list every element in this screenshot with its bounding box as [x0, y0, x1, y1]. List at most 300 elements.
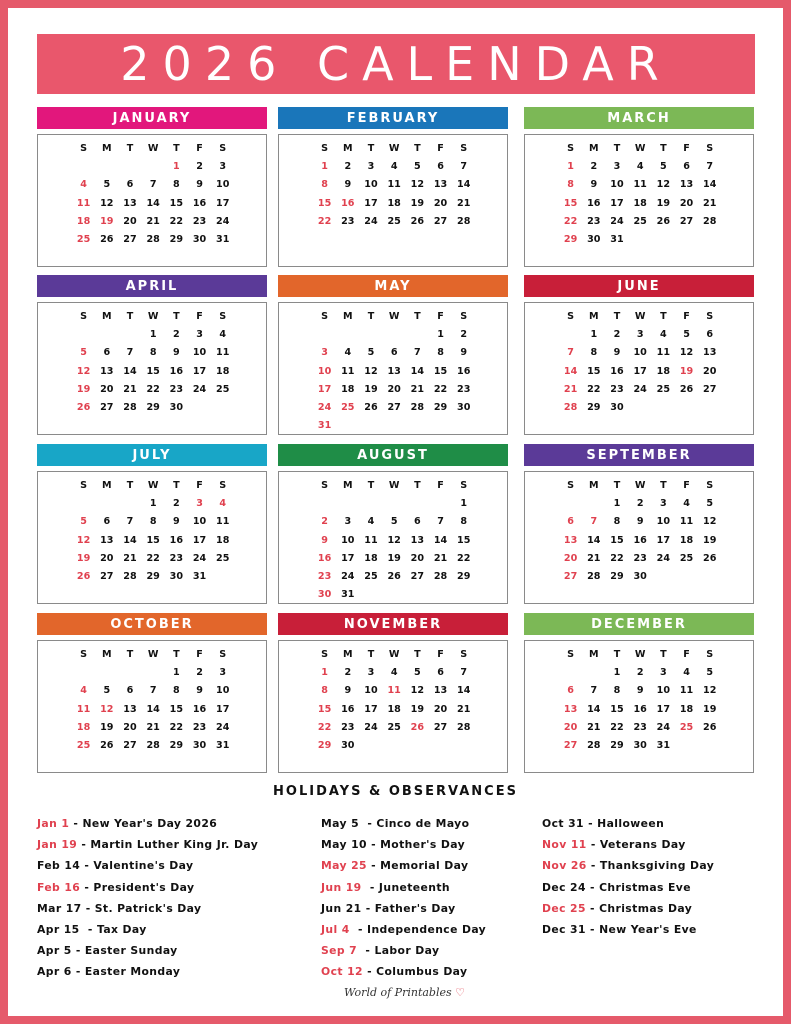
- holiday-name: - Halloween: [583, 817, 665, 830]
- day-cell: 8: [173, 179, 180, 191]
- weekday-label: S: [321, 143, 329, 154]
- weekday-label: W: [634, 311, 646, 322]
- month-grid: [313, 140, 507, 231]
- day-cell: 25: [679, 721, 694, 733]
- weekday-label: W: [147, 143, 159, 154]
- month-september: [524, 444, 754, 604]
- day-cell: 18: [341, 383, 355, 395]
- holiday-name: - Mother's Day: [366, 838, 466, 852]
- month-header: AUGUST: [278, 444, 508, 466]
- day-cell: 14: [123, 534, 137, 546]
- day-cell: 6: [706, 329, 714, 341]
- day-cell: 3: [321, 347, 328, 359]
- empty-cell: [559, 495, 582, 513]
- day-cell: 20: [387, 383, 401, 395]
- weekday-label: T: [126, 143, 134, 154]
- weekday-label: S: [706, 143, 714, 154]
- weekday-label: T: [367, 649, 375, 660]
- empty-cell: [359, 326, 382, 344]
- weekday-label: T: [173, 480, 180, 491]
- day-cell: 2: [460, 329, 468, 341]
- day-cell: 10: [610, 179, 624, 191]
- day-cell: 22: [317, 215, 332, 227]
- day-cell: 17: [656, 703, 671, 715]
- month-grid: [559, 140, 753, 249]
- day-cell: 28: [146, 233, 160, 245]
- day-cell: 30: [192, 233, 207, 245]
- day-cell: 19: [410, 197, 425, 209]
- day-cell: 22: [317, 721, 332, 733]
- day-cell: 3: [636, 329, 644, 341]
- day-cell: 1: [321, 161, 328, 173]
- day-cell: 26: [100, 739, 114, 751]
- month-header: FEBRUARY: [278, 107, 508, 129]
- weekday-label: T: [126, 311, 134, 322]
- weekday-label: S: [460, 143, 468, 154]
- day-cell: 16: [457, 365, 471, 377]
- holiday-item: [37, 940, 258, 961]
- day-cell: 11: [341, 365, 355, 377]
- day-cell: 28: [123, 401, 137, 413]
- weekday-label: T: [660, 480, 667, 491]
- day-cell: 30: [587, 233, 601, 245]
- day-cell: 25: [633, 215, 647, 227]
- day-cell: 6: [567, 516, 574, 528]
- day-cell: 21: [703, 197, 717, 209]
- day-cell: 2: [613, 329, 621, 341]
- month-header: DECEMBER: [524, 613, 754, 635]
- weekday-label: F: [437, 649, 444, 660]
- weekday-label: M: [102, 480, 112, 491]
- day-cell: 9: [173, 347, 180, 359]
- month-july: [37, 444, 267, 604]
- day-cell: 20: [410, 552, 425, 564]
- holiday-name: - Labor Day: [357, 944, 440, 958]
- weekday-label: T: [613, 649, 621, 660]
- day-cell: 20: [679, 197, 694, 209]
- day-cell: 15: [457, 534, 471, 546]
- weekday-label: T: [613, 311, 621, 322]
- day-cell: 28: [587, 739, 601, 751]
- day-cell: 2: [173, 498, 180, 510]
- weekday-label: T: [173, 143, 180, 154]
- day-cell: 26: [656, 215, 671, 227]
- holiday-item: [542, 855, 714, 876]
- empty-cell: [429, 495, 452, 513]
- day-cell: 23: [457, 383, 471, 395]
- day-cell: 6: [437, 667, 444, 679]
- day-cell: 15: [169, 703, 184, 715]
- day-cell: 22: [610, 552, 624, 564]
- day-cell: 5: [367, 347, 375, 359]
- day-cell: 3: [219, 161, 227, 173]
- day-cell: 21: [410, 383, 425, 395]
- weekday-label: T: [126, 480, 134, 491]
- day-cell: 15: [169, 197, 184, 209]
- month-grid: [313, 308, 507, 435]
- day-cell: 14: [146, 703, 160, 715]
- day-cell: 29: [146, 570, 160, 582]
- day-cell: 8: [149, 347, 157, 359]
- day-cell: 1: [173, 667, 180, 679]
- holiday-item: [37, 961, 258, 982]
- day-cell: 5: [80, 516, 87, 528]
- holiday-name: - Martin Luther King Jr. Day: [77, 838, 259, 852]
- day-cell: 10: [633, 347, 647, 359]
- weekday-label: S: [706, 649, 714, 660]
- month-grid: [559, 308, 753, 417]
- day-cell: 12: [679, 347, 694, 359]
- day-cell: 10: [216, 179, 230, 191]
- day-cell: 19: [703, 534, 717, 546]
- day-cell: 7: [437, 516, 444, 528]
- holiday-name: - Columbus Day: [362, 965, 468, 979]
- month-header: SEPTEMBER: [524, 444, 754, 466]
- empty-cell: [559, 326, 582, 344]
- day-cell: 29: [317, 739, 332, 751]
- day-cell: 6: [390, 347, 398, 359]
- day-cell: 19: [100, 721, 114, 733]
- day-cell: 5: [706, 498, 714, 510]
- day-cell: 17: [192, 365, 207, 377]
- holidays-column-3: [542, 813, 714, 940]
- month-grid-box: [278, 471, 508, 604]
- day-cell: 18: [364, 552, 378, 564]
- holiday-date: Mar 17: [37, 901, 82, 915]
- day-cell: 14: [146, 197, 160, 209]
- day-cell: 30: [192, 739, 207, 751]
- holiday-name: - Father's Day: [361, 901, 456, 915]
- day-cell: 2: [196, 161, 203, 173]
- month-grid: [72, 308, 266, 417]
- weekday-label: F: [683, 311, 690, 322]
- empty-cell: [72, 495, 95, 513]
- day-cell: 26: [76, 570, 91, 582]
- day-cell: 30: [457, 401, 471, 413]
- day-cell: 11: [633, 179, 647, 191]
- day-cell: 6: [567, 685, 574, 697]
- empty-cell: [559, 664, 582, 682]
- month-december: [524, 613, 754, 773]
- holiday-name: - Juneteenth: [361, 880, 450, 894]
- empty-cell: [118, 664, 141, 682]
- day-cell: 3: [196, 329, 203, 341]
- day-cell: 10: [364, 179, 378, 191]
- day-cell: 1: [149, 329, 157, 341]
- weekday-label: T: [367, 143, 375, 154]
- weekday-label: T: [126, 649, 134, 660]
- day-cell: 4: [80, 179, 87, 191]
- day-cell: 10: [192, 347, 207, 359]
- month-header: MARCH: [524, 107, 754, 129]
- empty-cell: [95, 664, 118, 682]
- day-cell: 15: [146, 365, 160, 377]
- day-cell: 12: [703, 516, 717, 528]
- month-grid-box: [278, 134, 508, 267]
- day-cell: 20: [100, 552, 114, 564]
- day-cell: 22: [457, 552, 471, 564]
- day-cell: 10: [656, 516, 671, 528]
- day-cell: 23: [633, 552, 647, 564]
- day-cell: 18: [387, 197, 401, 209]
- day-cell: 5: [390, 516, 398, 528]
- day-cell: 14: [410, 365, 425, 377]
- weekday-label: M: [343, 311, 353, 322]
- holiday-item: [542, 813, 714, 834]
- weekday-label: W: [634, 649, 646, 660]
- day-cell: 3: [660, 498, 667, 510]
- day-cell: 26: [387, 570, 401, 582]
- day-cell: 8: [460, 516, 468, 528]
- holiday-name: - Veterans Day: [586, 838, 686, 852]
- page-title: 2026 CALENDAR: [37, 34, 755, 94]
- day-cell: 25: [341, 401, 355, 413]
- day-cell: 12: [656, 179, 671, 191]
- day-cell: 15: [563, 197, 578, 209]
- day-cell: 14: [457, 685, 471, 697]
- day-cell: 11: [216, 347, 230, 359]
- day-cell: 15: [433, 365, 448, 377]
- day-cell: 27: [123, 739, 137, 751]
- day-cell: 6: [683, 161, 690, 173]
- day-cell: 7: [460, 667, 468, 679]
- holiday-date: Feb 16: [37, 880, 81, 894]
- day-cell: 18: [216, 534, 230, 546]
- weekday-label: W: [388, 143, 400, 154]
- day-cell: 26: [410, 215, 425, 227]
- day-cell: 4: [683, 498, 690, 510]
- holiday-item: [542, 898, 714, 919]
- day-cell: 7: [590, 516, 598, 528]
- day-cell: 13: [433, 179, 448, 191]
- day-cell: 22: [587, 383, 601, 395]
- weekday-label: T: [173, 311, 180, 322]
- day-cell: 13: [100, 534, 114, 546]
- day-cell: 5: [414, 667, 421, 679]
- weekday-label: S: [80, 480, 88, 491]
- weekday-label: W: [147, 311, 159, 322]
- month-grid-box: [37, 302, 267, 435]
- weekday-label: W: [634, 480, 646, 491]
- day-cell: 21: [146, 215, 160, 227]
- holiday-name: - Memorial Day: [366, 859, 469, 873]
- day-cell: 24: [317, 401, 332, 413]
- day-cell: 19: [410, 703, 425, 715]
- holiday-item: [37, 813, 258, 834]
- month-grid: [72, 646, 266, 755]
- weekday-label: M: [589, 143, 599, 154]
- day-cell: 31: [216, 233, 230, 245]
- day-cell: 24: [216, 215, 230, 227]
- weekday-label: M: [102, 311, 112, 322]
- day-cell: 25: [216, 383, 230, 395]
- weekday-label: S: [80, 649, 88, 660]
- weekday-label: T: [660, 311, 667, 322]
- day-cell: 23: [169, 552, 184, 564]
- day-cell: 28: [703, 215, 717, 227]
- day-cell: 18: [76, 721, 91, 733]
- day-cell: 3: [367, 161, 375, 173]
- day-cell: 17: [192, 534, 207, 546]
- day-cell: 6: [437, 161, 444, 173]
- day-cell: 13: [123, 703, 137, 715]
- day-cell: 24: [341, 570, 355, 582]
- holiday-name: - St. Patrick's Day: [81, 901, 202, 915]
- weekday-label: S: [460, 311, 468, 322]
- weekday-label: T: [613, 480, 621, 491]
- holiday-name: - Tax Day: [79, 922, 147, 936]
- holiday-date: May 5: [321, 817, 360, 830]
- weekday-label: F: [683, 143, 690, 154]
- day-cell: 13: [100, 365, 114, 377]
- day-cell: 26: [703, 721, 717, 733]
- weekday-label: S: [706, 311, 714, 322]
- holiday-name: - President's Day: [80, 880, 195, 894]
- weekday-label: S: [219, 311, 227, 322]
- day-cell: 15: [610, 534, 624, 546]
- month-may: [278, 275, 508, 435]
- day-cell: 11: [76, 197, 91, 209]
- day-cell: 5: [706, 667, 714, 679]
- day-cell: 24: [364, 215, 378, 227]
- month-january: [37, 107, 267, 267]
- weekday-label: T: [414, 143, 421, 154]
- weekday-label: F: [196, 649, 203, 660]
- holiday-item: [321, 898, 486, 919]
- day-cell: 17: [364, 703, 378, 715]
- day-cell: 18: [216, 365, 230, 377]
- day-cell: 13: [410, 534, 425, 546]
- month-grid: [72, 477, 266, 586]
- day-cell: 20: [563, 721, 578, 733]
- day-cell: 17: [633, 365, 647, 377]
- empty-cell: [313, 495, 336, 513]
- empty-cell: [406, 326, 429, 344]
- month-march: [524, 107, 754, 267]
- day-cell: 10: [341, 534, 355, 546]
- month-august: [278, 444, 508, 604]
- day-cell: 29: [433, 401, 448, 413]
- month-header: APRIL: [37, 275, 267, 297]
- day-cell: 8: [567, 179, 574, 191]
- holiday-date: Apr 6: [37, 965, 72, 979]
- holiday-item: [542, 834, 714, 855]
- empty-cell: [336, 495, 359, 513]
- day-cell: 10: [364, 685, 378, 697]
- day-cell: 9: [344, 685, 352, 697]
- day-cell: 27: [563, 739, 578, 751]
- day-cell: 30: [317, 589, 332, 601]
- day-cell: 2: [344, 667, 352, 679]
- day-cell: 7: [706, 161, 714, 173]
- day-cell: 31: [216, 739, 230, 751]
- holiday-name: - New Year's Eve: [585, 922, 697, 936]
- day-cell: 6: [103, 347, 111, 359]
- day-cell: 19: [387, 552, 401, 564]
- weekday-label: F: [437, 480, 444, 491]
- day-cell: 27: [563, 570, 578, 582]
- holiday-item: [321, 940, 486, 961]
- holiday-date: Dec 31: [542, 922, 586, 936]
- day-cell: 4: [636, 161, 644, 173]
- day-cell: 28: [563, 401, 578, 413]
- day-cell: 26: [76, 401, 91, 413]
- day-cell: 24: [192, 552, 207, 564]
- day-cell: 29: [169, 233, 184, 245]
- day-cell: 7: [414, 347, 421, 359]
- empty-cell: [582, 495, 605, 513]
- weekday-label: F: [437, 143, 444, 154]
- day-cell: 20: [123, 215, 137, 227]
- day-cell: 11: [656, 347, 671, 359]
- day-cell: 27: [703, 383, 717, 395]
- day-cell: 29: [457, 570, 471, 582]
- day-cell: 28: [123, 570, 137, 582]
- day-cell: 27: [410, 570, 425, 582]
- day-cell: 28: [410, 401, 425, 413]
- day-cell: 2: [321, 516, 328, 528]
- holiday-date: Nov 26: [542, 859, 587, 873]
- empty-cell: [95, 495, 118, 513]
- day-cell: 7: [126, 347, 134, 359]
- empty-cell: [142, 664, 165, 682]
- day-cell: 11: [679, 516, 694, 528]
- day-cell: 18: [387, 703, 401, 715]
- day-cell: 20: [433, 703, 448, 715]
- day-cell: 17: [656, 534, 671, 546]
- day-cell: 1: [590, 329, 598, 341]
- day-cell: 19: [76, 552, 91, 564]
- day-cell: 5: [103, 685, 111, 697]
- day-cell: 23: [169, 383, 184, 395]
- day-cell: 31: [656, 739, 671, 751]
- weekday-label: S: [80, 311, 88, 322]
- holiday-item: [321, 813, 486, 834]
- day-cell: 8: [613, 685, 621, 697]
- month-june: [524, 275, 754, 435]
- day-cell: 29: [169, 739, 184, 751]
- holiday-item: [321, 834, 486, 855]
- day-cell: 9: [636, 516, 644, 528]
- day-cell: 9: [344, 179, 352, 191]
- day-cell: 23: [633, 721, 647, 733]
- empty-cell: [582, 664, 605, 682]
- holidays-column-2: [321, 813, 486, 983]
- weekday-label: S: [321, 480, 329, 491]
- day-cell: 23: [610, 383, 624, 395]
- day-cell: 25: [387, 721, 401, 733]
- weekday-label: F: [437, 311, 444, 322]
- day-cell: 1: [173, 161, 180, 173]
- month-header: MAY: [278, 275, 508, 297]
- day-cell: 24: [192, 383, 207, 395]
- day-cell: 16: [633, 703, 647, 715]
- day-cell: 21: [587, 721, 601, 733]
- holiday-date: May 10: [321, 838, 367, 852]
- day-cell: 15: [146, 534, 160, 546]
- day-cell: 27: [100, 570, 114, 582]
- empty-cell: [406, 495, 429, 513]
- month-grid: [72, 140, 266, 249]
- empty-cell: [118, 158, 141, 176]
- day-cell: 6: [126, 179, 134, 191]
- day-cell: 27: [123, 233, 137, 245]
- month-header: OCTOBER: [37, 613, 267, 635]
- day-cell: 20: [123, 721, 137, 733]
- day-cell: 4: [390, 667, 398, 679]
- day-cell: 26: [703, 552, 717, 564]
- day-cell: 25: [387, 215, 401, 227]
